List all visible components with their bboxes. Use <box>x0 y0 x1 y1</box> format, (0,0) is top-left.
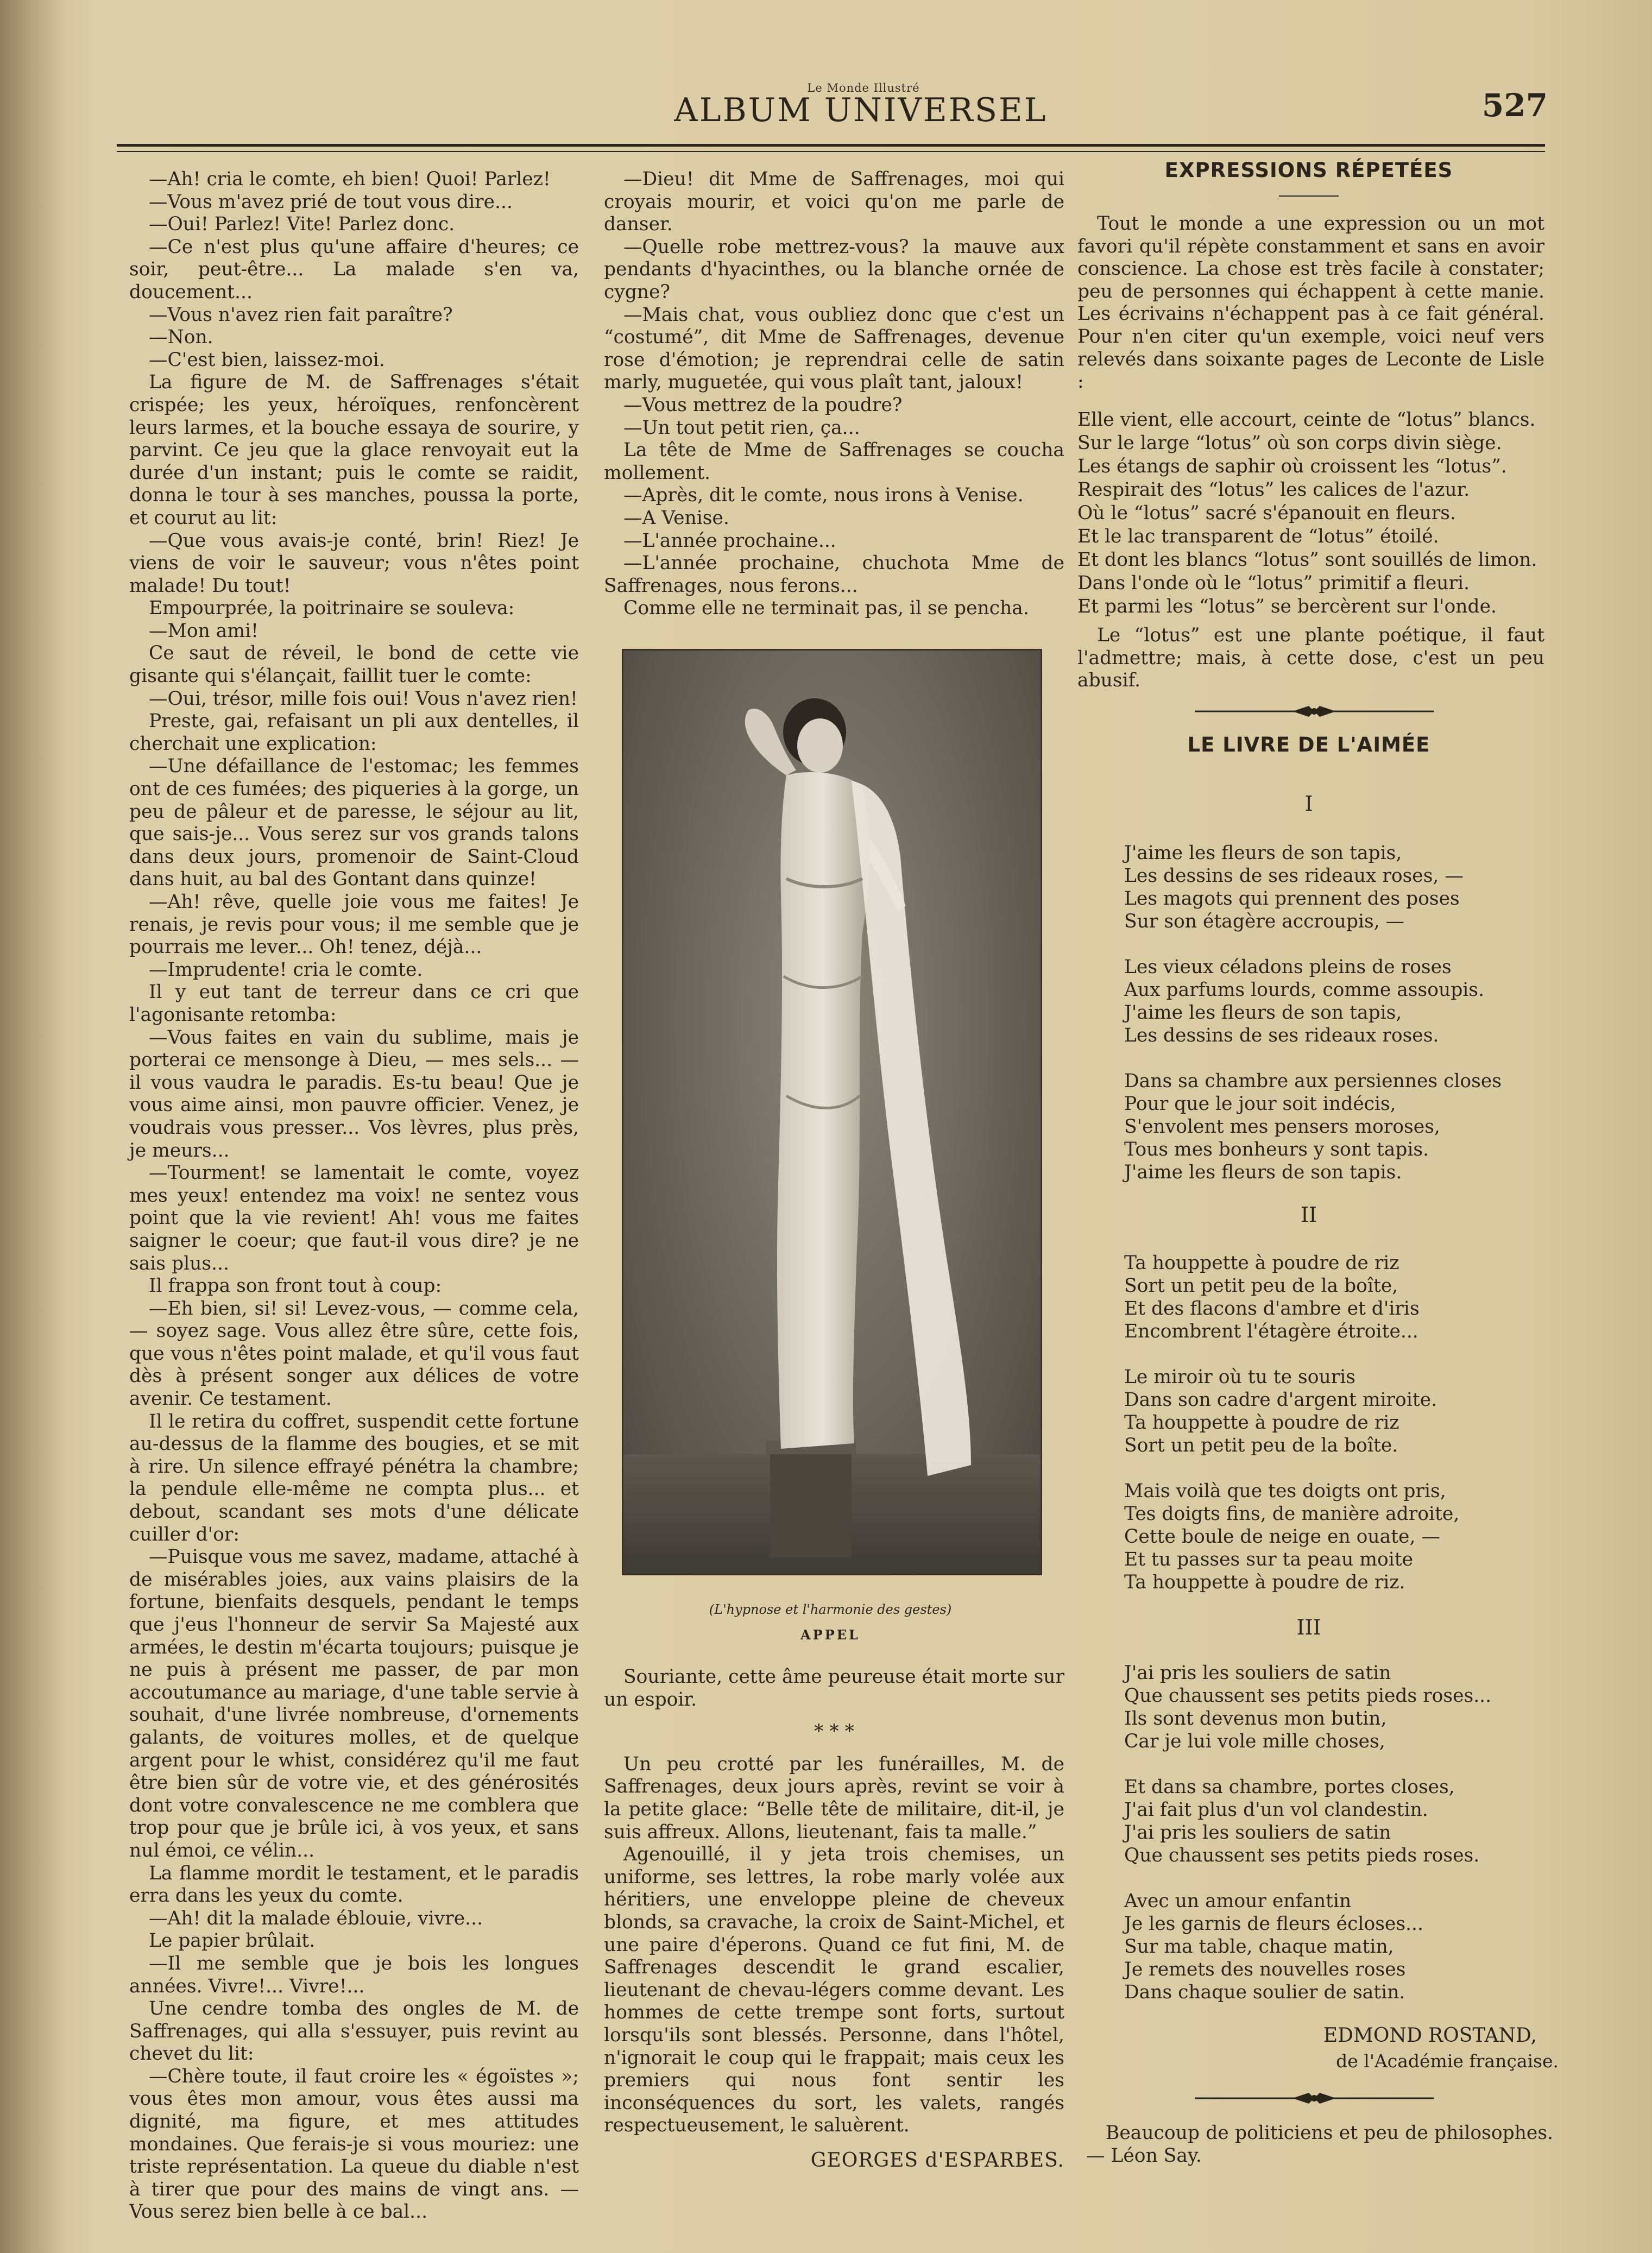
poem-line: Ils sont devenus mon butin, <box>1124 1708 1387 1730</box>
poem-line: Avec un amour enfantin <box>1124 1890 1352 1912</box>
poem-stanza <box>1124 956 1537 1047</box>
poem-line: Dans son cadre d'argent miroite. <box>1124 1389 1437 1411</box>
masthead-title: ALBUM UNIVERSEL <box>674 91 1048 129</box>
header-rule-thin <box>117 151 1545 152</box>
story-paragraph: —Ah! rêve, quelle joie vous me faites! Je renais, je revis pour vous; il me semble que je pourrais me lever... Oh! tenez, déjà... <box>129 891 579 958</box>
livre-title: LE LIVRE DE L'AIMÉE <box>1187 733 1430 756</box>
expressions-close-text: Le “lotus” est une plante poétique, il faut l'admettre; mais, à cette dose, c'est un peu abusif. <box>1077 624 1544 692</box>
poem-stanza <box>1124 1662 1537 1753</box>
quote-text: Beaucoup de politiciens et peu de philosophes. — Léon Say. <box>1086 2122 1553 2167</box>
poem-line: Tous mes bonheurs y sont tapis. <box>1124 1139 1429 1160</box>
poem-line: J'ai pris les souliers de satin <box>1124 1662 1391 1684</box>
poem-line: Ta houppette à poudre de riz <box>1124 1252 1399 1274</box>
poem-stanza <box>1124 1890 1537 2004</box>
story-paragraph: —Vous n'avez rien fait paraître? <box>149 304 453 326</box>
poem-line: Pour que le jour soit indécis, <box>1124 1093 1396 1115</box>
story-paragraph: —Vous mettrez de la poudre? <box>623 394 903 416</box>
masthead-subtitle: Le Monde Illustré <box>807 81 920 94</box>
story-paragraph: Preste, gai, refaisant un pli aux dentelles, il cherchait une explication: <box>129 710 579 755</box>
poem-line: J'aime les fleurs de son tapis, <box>1124 1002 1402 1024</box>
poem-line: Que chaussent ses petits pieds roses... <box>1124 1685 1492 1707</box>
story-paragraph: * * * <box>814 1721 854 1743</box>
poem-line: Les dessins de ses rideaux roses, — <box>1124 865 1464 887</box>
poem-line: Car je lui vole mille choses, <box>1124 1731 1385 1752</box>
poem-line: Cette boule de neige en ouate, — <box>1124 1526 1440 1548</box>
story-paragraph: —Puisque vous me savez, madame, attaché à de misérables joies, aux vains plaisirs de la fortune, bienfaits desquels, pendant le temps que j'eus l'honneur de servir Sa Majesté aux armées, le destin m'écarta toujours; puisque je ne puis à présent me passer, de par mon accoutumance au mariage, d'une table servie à souhait, d'une livrée nombreuse, d'ornements galants, de voitures molles, et de quelque argent pour le whist, considérez qu'il me faut être bien sûr de votre vie, et des générosités dont votre convalescence ne me comblera que trop pour que je brûle ici, à vos yeux, et sans nul émoi, ce vélin... <box>129 1546 579 1861</box>
story-paragraph: Il frappa son front tout à coup: <box>149 1275 442 1297</box>
author-signature-rostand: EDMOND ROSTAND, <box>1323 2024 1537 2047</box>
story-paragraph: —Oui, trésor, mille fois oui! Vous n'avez rien! <box>149 687 578 710</box>
story-paragraph: —Oui! Parlez! Vite! Parlez donc. <box>149 213 455 236</box>
leon-say-quote <box>1086 2122 1553 2167</box>
expressions-intro-text: Tout le monde a une expression ou un mot favori qu'il répète constamment et sans en avoir conscience. La chose est très facile à constater; peu de personnes qui échappent à cette manie. Les écrivains n'échappent pas à ce fait général. Pour n'en citer qu'un exemple, voici neuf vers relevés dans soixante pages de Leconte de Lisle : <box>1077 213 1544 393</box>
poem-line: Dans sa chambre aux persiennes closes <box>1124 1070 1502 1092</box>
poem-stanza <box>1124 1776 1537 1867</box>
poem-stanza <box>1124 1366 1537 1457</box>
story-paragraph: Souriante, cette âme peureuse était morte sur un espoir. <box>604 1666 1064 1711</box>
story-column-2-bottom <box>604 1666 1064 2137</box>
story-paragraph: Une cendre tomba des ongles de M. de Saffrenages, qui alla s'essuyer, puis revint au chevet du lit: <box>129 1998 579 2065</box>
story-paragraph: —Chère toute, il faut croire les « égoïstes »; vous êtes mon amour, vous êtes aussi ma dignité, ma figure, et mes attitudes mondaines. Que ferais-je si vous mouriez: une triste représentation. La queue du diable n'est à tirer que pour des mains de vingt ans. — Vous serez bien belle à ce bal... <box>129 2065 579 2223</box>
dancer-photo-illustration <box>623 651 1041 1574</box>
story-paragraph: —Eh bien, si! si! Levez-vous, — comme cela, — soyez sage. Vous allez être sûre, cette fois, que vous n'êtes point malade, et qu'il vous faut dès à présent songer aux délices de votre avenir. Ce testament. <box>129 1297 579 1410</box>
lotus-verses <box>1077 408 1544 619</box>
poem-line: Sur son étagère accroupis, — <box>1124 911 1405 932</box>
story-column-2-top <box>604 168 1064 620</box>
author-affiliation: de l'Académie française. <box>1336 2050 1559 2072</box>
story-paragraph: Comme elle ne terminait pas, il se pencha. <box>623 597 1029 620</box>
story-paragraph: —Ah! dit la malade éblouie, vivre... <box>149 1907 483 1929</box>
poem-line: Que chaussent ses petits pieds roses. <box>1124 1845 1480 1866</box>
story-paragraph: Un peu crotté par les funérailles, M. de Saffrenages, deux jours après, revint se voir à la petite glace: “Belle tête de militaire, dit-il, je suis affreux. Allons, lieutenant, fais ta malle.” <box>604 1753 1064 1843</box>
poem-line: Aux parfums lourds, comme assoupis. <box>1124 979 1484 1001</box>
poem-stanza <box>1124 1070 1537 1184</box>
story-paragraph: —Il me semble que je bois les longues années. Vivre!... Vivre!... <box>129 1952 579 1997</box>
story-paragraph: —Vous faites en vain du sublime, mais je porterai ce mensonge à Dieu, — mes sels... — il vous vaudra le paradis. Es-tu beau! Que je vous aime ainsi, mon pauvre officier. Venez, je voudrais vous presser... Vos lèvres, plus près, je meurs... <box>129 1026 579 1162</box>
story-paragraph: —Quelle robe mettrez-vous? la mauve aux pendants d'hyacinthes, ou la blanche ornée de cygne? <box>604 236 1064 303</box>
poem-line: Je les garnis de fleurs écloses... <box>1124 1913 1423 1935</box>
page-number: 527 <box>1481 87 1548 124</box>
lotus-verse-line: Sur le large “lotus” où son corps divin siège. <box>1077 432 1502 454</box>
lotus-verse-line: Les étangs de saphir où croissent les “lotus”. <box>1077 456 1507 477</box>
poem-stanza <box>1124 1480 1537 1594</box>
story-paragraph: Empourprée, la poitrinaire se souleva: <box>149 597 515 620</box>
binding-shadow <box>0 0 65 2253</box>
story-paragraph: La tête de Mme de Saffrenages se coucha mollement. <box>604 439 1064 484</box>
lotus-verse-line: Et dont les blancs “lotus” sont souillés de limon. <box>1077 549 1537 571</box>
section-numeral-iii: III <box>1296 1615 1321 1639</box>
story-paragraph: —Non. <box>149 326 213 349</box>
story-paragraph: —C'est bien, laissez-moi. <box>149 349 385 371</box>
story-paragraph: —Après, dit le comte, nous irons à Venise. <box>623 484 1024 507</box>
poem-line: J'ai pris les souliers de satin <box>1124 1822 1391 1844</box>
poem-line: S'envolent mes pensers moroses, <box>1124 1116 1440 1138</box>
lotus-verse-line: Elle vient, elle accourt, ceinte de “lotus” blancs. <box>1077 409 1536 431</box>
ornament-divider-1 <box>1195 702 1434 721</box>
poem-line: Le miroir où tu te souris <box>1124 1366 1355 1388</box>
poem-line: Les magots qui prennent des poses <box>1124 888 1460 910</box>
story-paragraph: Il y eut tant de terreur dans ce cri que l'agonisante retomba: <box>129 981 579 1026</box>
lotus-verse-line: Respirait des “lotus” les calices de l'azur. <box>1077 479 1470 501</box>
poem-line: Je remets des nouvelles roses <box>1124 1959 1406 1980</box>
story-paragraph: —Mon ami! <box>149 620 258 642</box>
poem-line: Ta houppette à poudre de riz. <box>1124 1572 1405 1593</box>
poem-line: Sort un petit peu de la boîte, <box>1124 1275 1398 1297</box>
poem-line: Les dessins de ses rideaux roses. <box>1124 1025 1439 1046</box>
poem-line: Sur ma table, chaque matin, <box>1124 1936 1394 1958</box>
story-paragraph: —Un tout petit rien, ça... <box>623 416 860 439</box>
author-signature-esparbes: GEORGES d'ESPARBES. <box>810 2149 1064 2172</box>
poem-line: Les vieux céladons pleins de roses <box>1124 956 1452 978</box>
poem-line: Mais voilà que tes doigts ont pris, <box>1124 1480 1446 1502</box>
photo-appel <box>622 649 1042 1575</box>
poem-line: J'ai fait plus d'un vol clandestin. <box>1124 1799 1428 1821</box>
header-rule-thick <box>117 144 1545 147</box>
poem-line: Ta houppette à poudre de riz <box>1124 1412 1399 1434</box>
lotus-verse-line: Et le lac transparent de “lotus” étoilé. <box>1077 526 1439 547</box>
poem-stanza <box>1124 842 1537 933</box>
story-paragraph: Le papier brûlait. <box>149 1930 316 1952</box>
story-paragraph: —A Venise. <box>623 507 729 529</box>
story-paragraph: —Tourment! se lamentait le comte, voyez mes yeux! entendez ma voix! ne sentez vous point que la vie revient! Ah! vous me faites saigner le coeur; que faut-il vous dire? je ne sais plus... <box>129 1162 579 1274</box>
poem-line: Sort un petit peu de la boîte. <box>1124 1435 1398 1456</box>
story-paragraph: —Une défaillance de l'estomac; les femmes ont de ces fumées; des piqueries à la gorge, un peu de pâleur et de paresse, le séjour au lit, que sais-je... Vous serez sur vos grands talons dans deux jours, promenoir de Saint-Cloud dans huit, au bal des Gontant dans quinze! <box>129 755 579 891</box>
story-paragraph: La flamme mordit le testament, et le paradis erra dans les yeux du comte. <box>129 1862 579 1907</box>
poem-line: Et des flacons d'ambre et d'iris <box>1124 1298 1420 1320</box>
expressions-intro <box>1077 213 1544 394</box>
lotus-verse-line: Où le “lotus” sacré s'épanouit en fleurs. <box>1077 502 1456 524</box>
photo-caption: (L'hypnose et l'harmonie des gestes) <box>709 1602 952 1617</box>
story-paragraph: La figure de M. de Saffrenages s'était crispée; les yeux, héroïques, renfoncèrent leurs larmes, et la bouche essaya de sourire, y parvint. Ce jeu que la glace renvoyait eut la durée d'un instant; puis le comte se raidit, donna le tour à ses manches, poussa la porte, et courut au lit: <box>129 371 579 529</box>
story-paragraph: Agenouillé, il y jeta trois chemises, un uniforme, ses lettres, la robe marly volée aux héritiers, une enveloppe pleine de cheveux blonds, sa cravache, la croix de Saint-Michel, et une paire d'éperons. Quand ce fut fini, M. de Saffrenages descendit le grand escalier, lieutenant de chevau-légers comme devant. Les hommes de cette trempe sont forts, surtout lorsqu'ils sont blessés. Personne, dans l'hôtel, n'ignorait le coup qui le frappait; mais ceux les premiers qui nous font sentir les inconséquences du sort, les valets, rangés respectueusement, le saluèrent. <box>604 1844 1064 2137</box>
ornament-divider-2 <box>1195 2088 1434 2108</box>
poem-line: Dans chaque soulier de satin. <box>1124 1981 1405 2003</box>
poem-line: J'aime les fleurs de son tapis, <box>1124 842 1402 864</box>
story-column-1 <box>129 168 579 2224</box>
poem-line: Tes doigts fins, de manière adroite, <box>1124 1503 1460 1525</box>
poem-line: J'aime les fleurs de son tapis. <box>1124 1162 1402 1183</box>
story-paragraph: —Vous m'avez prié de tout vous dire... <box>149 191 513 213</box>
lotus-verse-line: Dans l'onde où le “lotus” primitif a fleuri. <box>1077 572 1470 594</box>
section-numeral-ii: II <box>1300 1203 1317 1227</box>
poem-line: Encombrent l'étagère étroite... <box>1124 1321 1418 1342</box>
poem-line: Et tu passes sur ta peau moite <box>1124 1549 1414 1570</box>
expressions-close <box>1077 624 1544 692</box>
section-numeral-i: I <box>1304 792 1313 816</box>
expressions-title: EXPRESSIONS RÉPETÉES <box>1164 159 1453 182</box>
poem-line: Et dans sa chambre, portes closes, <box>1124 1776 1455 1798</box>
story-paragraph: —Que vous avais-je conté, brin! Riez! Je viens de voir le sauveur; vous n'êtes point malade! Du tout! <box>129 529 579 597</box>
photo-title: APPEL <box>800 1627 860 1643</box>
poem-stanza <box>1124 1252 1537 1343</box>
story-paragraph: Il le retira du coffret, suspendit cette fortune au-dessus de la flamme des bougies, et se mit à rire. Un silence effrayé pénétra la chambre; la pendule elle-même ne compta plus... et debout, scandant ses mots d'une délicate cuiller d'or: <box>129 1410 579 1545</box>
story-paragraph: —Ce n'est plus qu'une affaire d'heures; ce soir, peut-être... La malade s'en va, doucement... <box>129 236 579 303</box>
lotus-verse-line: Et parmi les “lotus” se bercèrent sur l'onde. <box>1077 596 1497 617</box>
story-paragraph: —Mais chat, vous oubliez donc que c'est un “costumé”, dit Mme de Saffrenages, devenue rose d'émotion; je reprendrai celle de satin marly, muguetée, qui vous plaît tant, jaloux! <box>604 304 1064 394</box>
story-paragraph: —Dieu! dit Mme de Saffrenages, moi qui croyais mourir, et voici qu'on me parle de danser. <box>604 168 1064 236</box>
story-paragraph: Ce saut de réveil, le bond de cette vie gisante qui s'élançait, faillit tuer le comte: <box>129 642 579 687</box>
expressions-title-rule <box>1279 195 1339 197</box>
story-paragraph: —L'année prochaine... <box>623 529 836 552</box>
story-paragraph: —Imprudente! cria le comte. <box>149 958 423 981</box>
story-paragraph: —Ah! cria le comte, eh bien! Quoi! Parlez! <box>149 168 551 190</box>
story-paragraph: —L'année prochaine, chuchota Mme de Saffrenages, nous ferons... <box>604 552 1064 597</box>
